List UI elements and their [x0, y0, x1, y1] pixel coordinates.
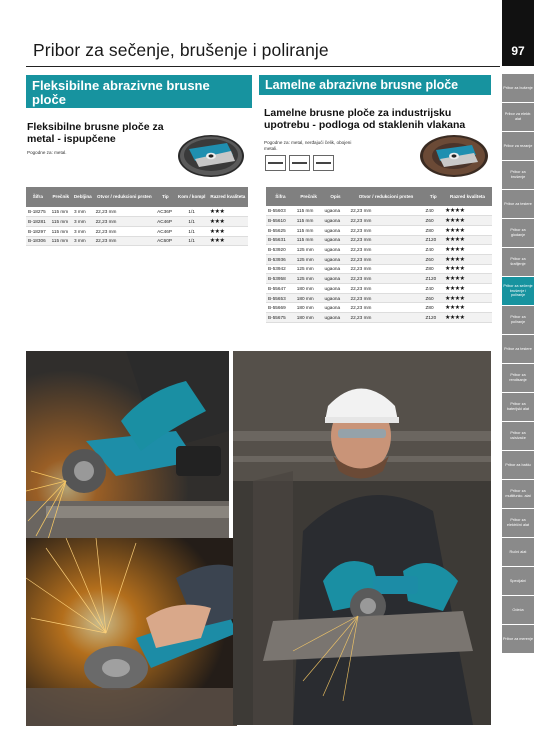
chapter-tab[interactable]: Pribor za bušenje	[502, 74, 534, 102]
cell-code: B-53920	[266, 245, 295, 255]
flexible-disc-table	[26, 187, 248, 246]
table-row	[266, 235, 492, 245]
table-row	[266, 274, 492, 284]
cell-type: Z60	[424, 216, 443, 226]
cell-code: B-18275	[26, 207, 50, 217]
cell-quality: ★★★★	[443, 216, 492, 226]
flexible-disc-image	[175, 133, 247, 179]
cell-code: B-53942	[266, 264, 295, 274]
chapter-tab[interactable]: Pribor za rendisanje	[502, 364, 534, 392]
chapter-tab[interactable]: Odeća	[502, 596, 534, 624]
product-title-flexible: Fleksibilne brusne ploče za metal - ispupčene	[27, 121, 164, 145]
cell-diameter: 115 mm	[295, 216, 323, 226]
chapter-tab[interactable]: Pribor za električni alat	[502, 509, 534, 537]
cell-quality: ★★★★	[443, 293, 492, 303]
cell-description: ugaona	[323, 303, 349, 313]
photo-worker-grinding	[233, 351, 491, 725]
cell-diameter: 180 mm	[295, 293, 323, 303]
cell-bore: 22,23 mm	[349, 303, 424, 313]
cell-type: Z80	[424, 264, 443, 274]
table-row	[266, 245, 492, 255]
table-row	[266, 206, 492, 216]
cell-thickness: 3 mm	[72, 236, 94, 246]
section-header-flexible: Fleksibilne abrazivne brusne ploče	[26, 75, 252, 108]
cell-type: Z120	[424, 235, 443, 245]
cell-description: ugaona	[323, 284, 349, 294]
cell-description: ugaona	[323, 254, 349, 264]
cell-description: ugaona	[323, 293, 349, 303]
cell-pieces: 1/1	[176, 226, 208, 236]
cell-diameter: 115 mm	[295, 235, 323, 245]
cell-bore: 22,23 mm	[349, 274, 424, 284]
cell-quality: ★★★	[208, 236, 248, 246]
cell-bore: 22,23 mm	[349, 245, 424, 255]
table-row	[266, 313, 492, 323]
chapter-tab[interactable]: Pribor za testere	[502, 335, 534, 363]
cell-description: ugaona	[323, 216, 349, 226]
table-row	[266, 225, 492, 235]
column-header: Razred kvaliteta	[208, 187, 248, 207]
cell-code: B-55653	[266, 293, 295, 303]
cell-code: B-53936	[266, 254, 295, 264]
column-header: Otvor / redukcioni prsten	[94, 187, 156, 207]
flap-disc-table	[266, 187, 492, 323]
cell-type: Z40	[424, 206, 443, 216]
cell-type: Z40	[424, 245, 443, 255]
table-row	[26, 217, 248, 227]
chapter-tab[interactable]: Pribor za poliranje	[502, 306, 534, 334]
cell-code: B-55675	[266, 313, 295, 323]
chapter-tab[interactable]: Pribor za baštu	[502, 451, 534, 479]
feature-icons	[265, 155, 334, 171]
table-row	[26, 236, 248, 246]
cell-type: Z80	[424, 303, 443, 313]
cell-diameter: 125 mm	[295, 254, 323, 264]
column-header: Opis	[323, 187, 349, 206]
surface-icon	[313, 155, 334, 171]
table-row	[266, 216, 492, 226]
cell-quality: ★★★★	[443, 225, 492, 235]
column-header: Prečnik	[50, 187, 72, 207]
chapter-tab[interactable]: Pribor za multifunkc. alat	[502, 480, 534, 508]
cell-diameter: 180 mm	[295, 284, 323, 294]
chapter-tabs	[502, 74, 534, 654]
cell-description: ugaona	[323, 225, 349, 235]
cell-diameter: 125 mm	[295, 245, 323, 255]
chapter-tab[interactable]: Pribor za sečenje brušenje i poliranje	[502, 277, 534, 305]
cell-type: Z120	[424, 274, 443, 284]
cell-description: ugaona	[323, 245, 349, 255]
column-header: Prečnik	[295, 187, 323, 206]
cell-type: AC36P	[155, 207, 175, 217]
cell-type: AC46P	[155, 217, 175, 227]
cell-diameter: 180 mm	[295, 313, 323, 323]
cell-description: ugaona	[323, 235, 349, 245]
cell-bore: 22,23 mm	[349, 216, 424, 226]
cell-pieces: 1/1	[176, 236, 208, 246]
chapter-tab[interactable]: Pribor za testere	[502, 190, 534, 218]
cell-description: ugaona	[323, 313, 349, 323]
photo-grinder-sparks	[26, 351, 229, 547]
cell-quality: ★★★★	[443, 245, 492, 255]
cell-code: B-53958	[266, 274, 295, 284]
cell-code: B-55610	[266, 216, 295, 226]
cell-type: AC60P	[155, 236, 175, 246]
cell-diameter: 115 mm	[50, 207, 72, 217]
cell-type: Z120	[424, 313, 443, 323]
cell-bore: 22,23 mm	[349, 313, 424, 323]
cell-diameter: 115 mm	[50, 236, 72, 246]
column-header: Šifra	[26, 187, 50, 207]
disc-angle-icon	[289, 155, 310, 171]
suitability-note-flexible: Pogodne za: metal.	[27, 150, 67, 155]
column-header: Kom / kompl	[176, 187, 208, 207]
cell-bore: 22,23 mm	[94, 217, 156, 227]
cell-code: B-55669	[266, 303, 295, 313]
cell-code: B-18306	[26, 236, 50, 246]
page-number: 97	[502, 36, 534, 66]
cell-bore: 22,23 mm	[349, 284, 424, 294]
suitability-note-flap: Pogodne za: metal, nerđajući čelik, obojeni metali.	[264, 140, 352, 151]
table-row	[266, 284, 492, 294]
cell-code: B-18281	[26, 217, 50, 227]
cell-bore: 22,23 mm	[349, 206, 424, 216]
column-header: Šifra	[266, 187, 295, 206]
title-divider	[26, 66, 500, 67]
cell-description: ugaona	[323, 264, 349, 274]
column-header: Tip	[424, 187, 443, 206]
column-header: Otvor / redukcioni prsten	[349, 187, 424, 206]
cell-quality: ★★★	[208, 207, 248, 217]
cell-diameter: 115 mm	[295, 225, 323, 235]
table-row	[26, 207, 248, 217]
cell-quality: ★★★★	[443, 254, 492, 264]
cell-diameter: 115 mm	[50, 217, 72, 227]
cell-diameter: 115 mm	[50, 226, 72, 236]
chapter-tab[interactable]: Pribor za elektr. alat	[502, 103, 534, 131]
chapter-tab[interactable]: Pribor za baterijski alat	[502, 393, 534, 421]
cell-bore: 22,23 mm	[94, 207, 156, 217]
table-row	[266, 264, 492, 274]
cell-quality: ★★★	[208, 226, 248, 236]
chapter-tab[interactable]: Pribor za rezanje	[502, 132, 534, 160]
cell-bore: 22,23 mm	[349, 225, 424, 235]
cell-code: B-55647	[266, 284, 295, 294]
cell-bore: 22,23 mm	[349, 293, 424, 303]
cell-description: ugaona	[323, 206, 349, 216]
chapter-tab[interactable]: Pribor za brušenje	[502, 161, 534, 189]
table-row	[266, 293, 492, 303]
cell-quality: ★★★★	[443, 264, 492, 274]
table-row	[266, 254, 492, 264]
cell-code: B-55631	[266, 235, 295, 245]
page-title: Pribor za sečenje, brušenje i poliranje	[33, 40, 329, 60]
cell-quality: ★★★★	[443, 274, 492, 284]
table-row	[266, 303, 492, 313]
photo-grinder-cutting	[26, 538, 237, 726]
chapter-tab[interactable]: Pribor za šrafljenje	[502, 248, 534, 276]
cell-quality: ★★★★	[443, 313, 492, 323]
page-corner-strip	[502, 0, 534, 36]
chapter-tab[interactable]: Specijalni	[502, 567, 534, 595]
cell-thickness: 3 mm	[72, 207, 94, 217]
cell-type: Z80	[424, 225, 443, 235]
table-row	[26, 226, 248, 236]
cell-thickness: 3 mm	[72, 217, 94, 227]
cell-code: B-55603	[266, 206, 295, 216]
section-header-flap: Lamelne abrazivne brusne ploče	[259, 75, 491, 95]
cell-description: ugaona	[323, 274, 349, 284]
chapter-tab[interactable]: Pribor za glodanje	[502, 219, 534, 247]
cell-bore: 22,23 mm	[94, 236, 156, 246]
grinder-icon	[265, 155, 286, 171]
flap-disc-image	[416, 133, 492, 179]
cell-type: Z60	[424, 254, 443, 264]
cell-type: Z40	[424, 284, 443, 294]
cell-type: AC46P	[155, 226, 175, 236]
cell-quality: ★★★★	[443, 235, 492, 245]
chapter-tab[interactable]: Pribor za merenje	[502, 625, 534, 653]
column-header: Razred kvaliteta	[443, 187, 492, 206]
cell-diameter: 125 mm	[295, 274, 323, 284]
cell-bore: 22,23 mm	[94, 226, 156, 236]
cell-code: B-18297	[26, 226, 50, 236]
product-title-flap: Lamelne brusne ploče za industrijsku upotrebu - podloga od staklenih vlakana	[264, 107, 466, 131]
cell-bore: 22,23 mm	[349, 254, 424, 264]
cell-diameter: 125 mm	[295, 264, 323, 274]
cell-bore: 22,23 mm	[349, 264, 424, 274]
cell-diameter: 180 mm	[295, 303, 323, 313]
cell-diameter: 115 mm	[295, 206, 323, 216]
cell-thickness: 3 mm	[72, 226, 94, 236]
cell-pieces: 1/1	[176, 207, 208, 217]
cell-quality: ★★★★	[443, 284, 492, 294]
column-header: Tip	[155, 187, 175, 207]
cell-type: Z60	[424, 293, 443, 303]
chapter-tab[interactable]: Ručni alat	[502, 538, 534, 566]
chapter-tab[interactable]: Pribor za usisivače	[502, 422, 534, 450]
column-header: Debljina	[72, 187, 94, 207]
cell-quality: ★★★★	[443, 303, 492, 313]
cell-bore: 22,23 mm	[349, 235, 424, 245]
cell-code: B-55625	[266, 225, 295, 235]
cell-quality: ★★★	[208, 217, 248, 227]
cell-quality: ★★★★	[443, 206, 492, 216]
cell-pieces: 1/1	[176, 217, 208, 227]
